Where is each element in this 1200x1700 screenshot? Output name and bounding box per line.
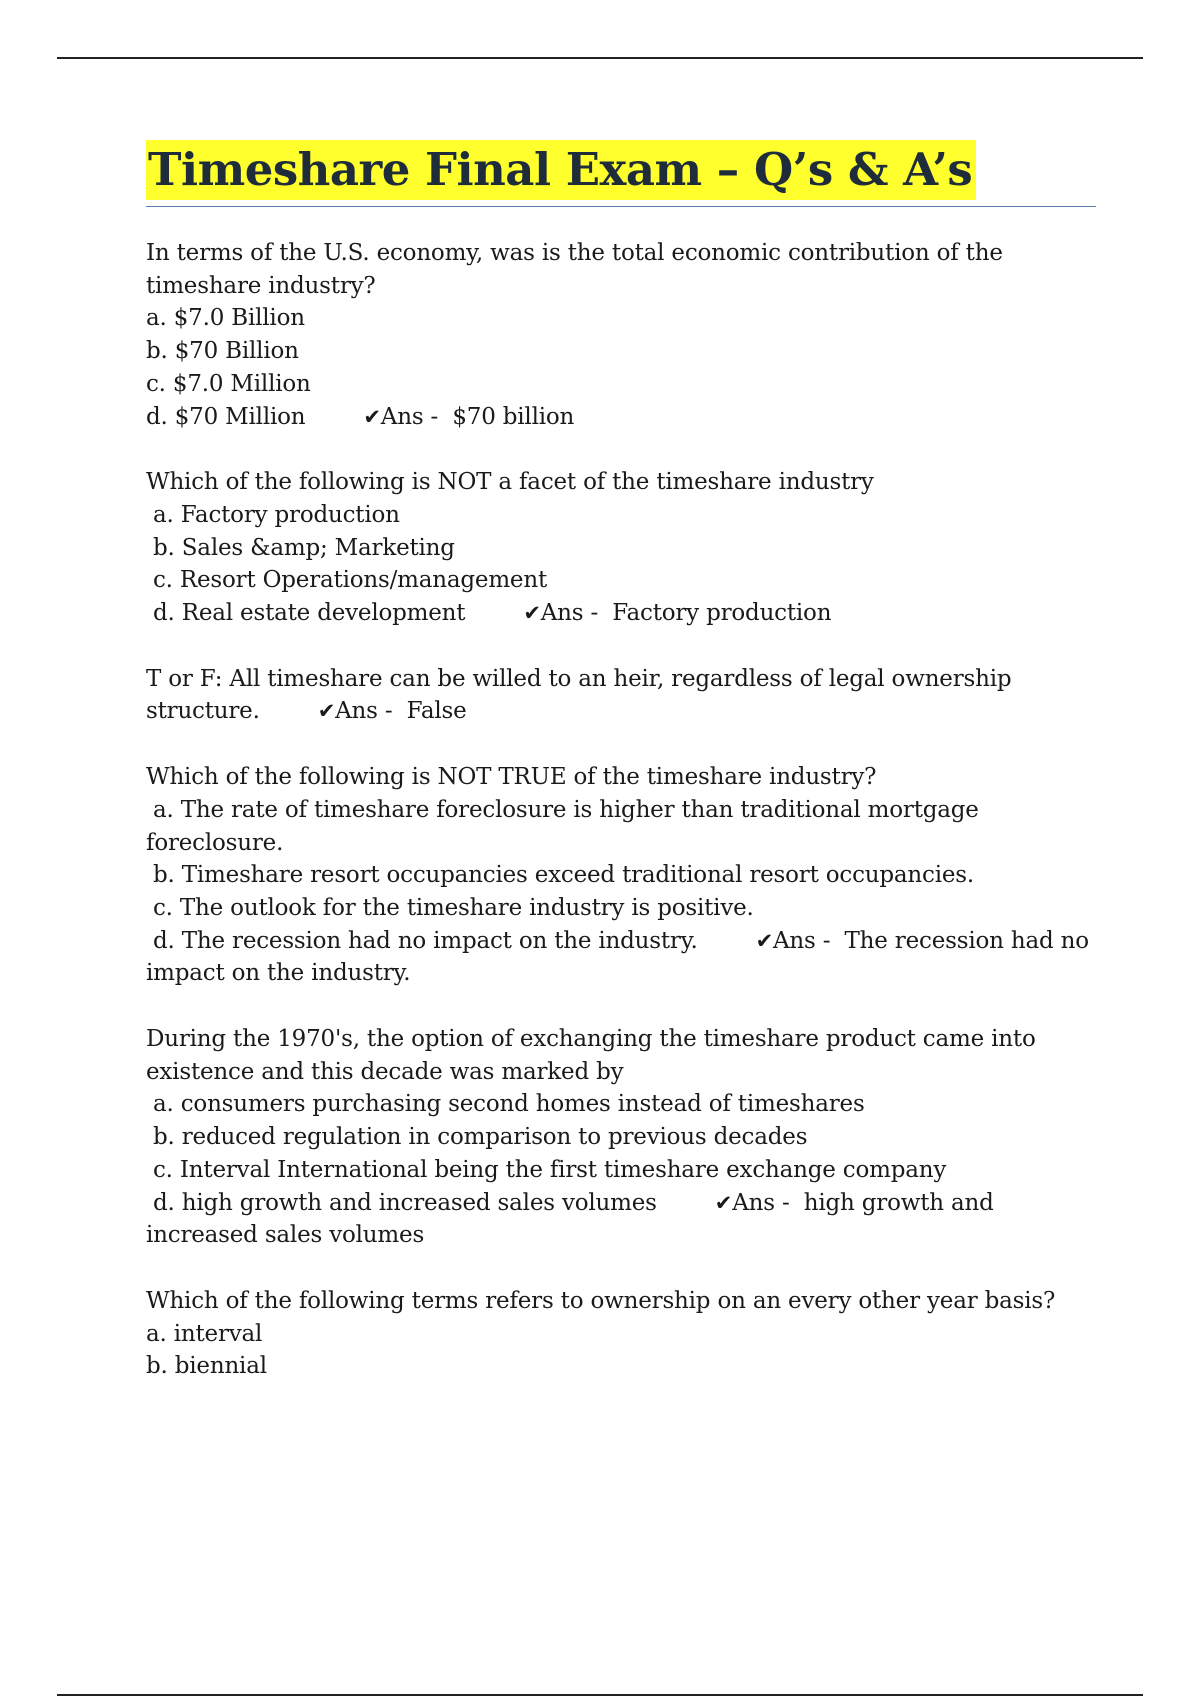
answer-text: high growth and increased sales volumes <box>146 1189 994 1249</box>
question-4-last-line <box>146 925 1096 990</box>
top-rule <box>57 57 1143 59</box>
question-1-option-c: c. $7.0 Million <box>146 370 311 397</box>
document-title: Timeshare Final Exam – Q’s & A’s <box>146 140 976 200</box>
question-5-last-line <box>146 1187 1096 1252</box>
check-icon: ✔ <box>523 601 541 626</box>
question-5-option-d: d. high growth and increased sales volumes <box>153 1189 657 1216</box>
bottom-rule <box>57 1694 1143 1696</box>
question-6-prompt: Which of the following terms refers to ownership on an every other year basis? <box>146 1287 1056 1314</box>
question-4-option-c: c. The outlook for the timeshare industry is positive. <box>153 894 754 921</box>
answer-label: Ans <box>540 600 584 627</box>
title-block <box>146 140 1096 207</box>
answer-separator: - <box>377 698 407 725</box>
question-1 <box>146 237 1096 433</box>
question-2-answer <box>523 600 831 626</box>
answer-separator: - <box>583 600 613 627</box>
question-4-option-a: a. The rate of timeshare foreclosure is higher than traditional mortgage foreclosure. <box>146 796 979 856</box>
question-5-option-a: a. consumers purchasing second homes instead of timeshares <box>153 1091 865 1118</box>
answer-separator: - <box>774 1189 804 1216</box>
question-4-prompt: Which of the following is NOT TRUE of the timeshare industry? <box>146 764 877 791</box>
question-3-answer <box>318 698 467 724</box>
answer-label: Ans <box>380 403 424 430</box>
question-1-option-b: b. $70 Billion <box>146 338 299 365</box>
question-6 <box>146 1285 1096 1383</box>
question-2-option-c: c. Resort Operations/management <box>153 567 547 594</box>
question-3-text <box>146 663 1096 728</box>
answer-separator: - <box>815 927 845 954</box>
question-4-option-b: b. Timeshare resort occupancies exceed traditional resort occupancies. <box>153 862 974 889</box>
question-5-prompt: During the 1970's, the option of exchanging the timeshare product came into existence and this decade was marked by <box>146 1026 1043 1085</box>
answer-text: $70 billion <box>452 403 575 430</box>
question-3 <box>146 663 1096 728</box>
question-5-option-c: c. Interval International being the first timeshare exchange company <box>153 1156 947 1183</box>
question-2-last-line <box>146 597 1096 630</box>
question-2-option-a: a. Factory production <box>153 501 400 528</box>
question-2-option-b: b. Sales &amp; Marketing <box>153 534 455 561</box>
answer-label: Ans <box>335 698 378 725</box>
answer-separator: - <box>423 403 453 430</box>
question-1-answer <box>363 404 574 430</box>
check-icon: ✔ <box>317 699 336 724</box>
check-icon: ✔ <box>363 404 381 429</box>
answer-label: Ans <box>772 927 816 954</box>
question-1-prompt: In terms of the U.S. economy, was is the total economic contribution of the timeshare industry? <box>146 240 1010 299</box>
answer-label: Ans <box>732 1189 775 1216</box>
question-6-option-a: a. interval <box>146 1320 263 1347</box>
question-3-prompt: T or F: All timeshare can be willed to an heir, regardless of legal ownership structure. <box>146 665 1012 725</box>
answer-text: The recession had no impact on the industry. <box>146 927 1089 987</box>
question-2-prompt: Which of the following is NOT a facet of the timeshare industry <box>146 469 874 496</box>
answer-text: False <box>406 698 467 725</box>
question-1-option-d: d. $70 Million <box>146 403 306 430</box>
question-1-last-line <box>146 401 1096 434</box>
answer-text: Factory production <box>612 600 832 627</box>
question-5-option-b: b. reduced regulation in comparison to previous decades <box>153 1124 808 1151</box>
question-4 <box>146 761 1096 990</box>
question-5 <box>146 1023 1096 1252</box>
question-1-option-a: a. $7.0 Billion <box>146 305 305 332</box>
check-icon: ✔ <box>714 1190 733 1215</box>
question-2 <box>146 466 1096 630</box>
question-6-option-b: b. biennial <box>146 1353 267 1380</box>
question-4-option-d: d. The recession had no impact on the industry. <box>153 927 698 954</box>
check-icon: ✔ <box>755 928 773 953</box>
question-2-option-d: d. Real estate development <box>153 600 466 627</box>
document-body <box>146 140 1096 1416</box>
